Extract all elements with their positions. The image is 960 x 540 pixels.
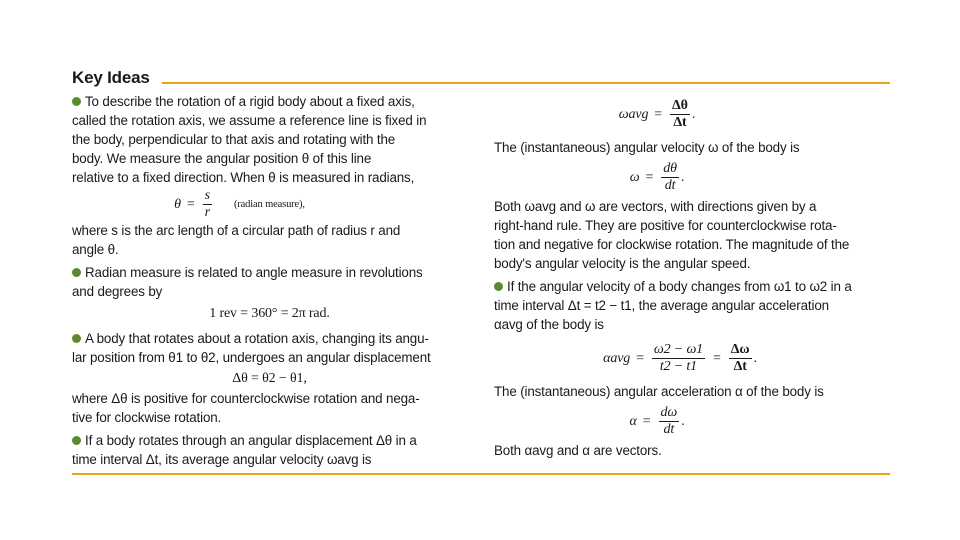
equation-radian-measure: θ = $\frac{s}{r}$ (radian measure), (174, 187, 305, 220)
key-ideas-header (72, 68, 890, 94)
idea-3-line-3: where Δθ is positive for counterclockwise rotation and nega- (72, 391, 420, 406)
idea-3-line-2: lar position from θ1 to θ2, undergoes an angular displacement (72, 350, 431, 365)
bullet-icon (72, 436, 81, 445)
vectors-line-4: body's angular velocity is the angular speed. (494, 256, 751, 271)
idea-4-line-1: If a body rotates through an angular displacement Δθ in a (72, 431, 467, 450)
bullet-icon (72, 268, 81, 277)
idea-1-line-4: body. We measure the angular position θ of this line (72, 151, 372, 166)
idea-5-line-2: time interval Δt = t2 − t1, the average angular acceleration (494, 298, 829, 313)
bullet-icon (494, 282, 503, 291)
equation-revolution: 1 rev = 360° = 2π rad. (209, 305, 330, 321)
vectors-line-1: Both ωavg and ω are vectors, with directions given by a (494, 199, 817, 214)
equation-angular-acceleration: α = $\frac{d\omega}{dt}$ . (629, 404, 685, 437)
idea-1-line-6: where s is the arc length of a circular path of radius r and (72, 223, 401, 238)
left-column (72, 92, 467, 469)
vectors-line-2: right-hand rule. They are positive for counterclockwise rota- (494, 218, 837, 233)
idea-5-line-3: αavg of the body is (494, 317, 604, 332)
idea-5-line-1: If the angular velocity of a body changes from ω1 to ω2 in a (494, 277, 890, 296)
idea-4-line-2: time interval Δt, its average angular velocity ωavg is (72, 452, 372, 467)
idea-3-line-1: A body that rotates about a rotation axis, changing its angu- (72, 329, 467, 348)
idea-2-line-2: and degrees by (72, 284, 163, 299)
instantaneous-velocity-text: The (instantaneous) angular velocity ω of the body is (494, 140, 800, 155)
equation-displacement: Δθ = θ2 − θ1, (232, 370, 307, 386)
equation-avg-angular-acceleration: αavg = $\frac{\omega 2 - \omega 1}{t2 - t1}$ = $\frac{\Delta\omega}{\Delta t}$ . (603, 341, 757, 374)
equation-angular-velocity: ω = $\frac{d\theta}{dt}$ . (629, 160, 685, 193)
footer-rule (72, 473, 890, 475)
idea-1-line-7: angle θ. (72, 242, 119, 257)
idea-1-line-5: relative to a fixed direction. When θ is measured in radians, (72, 170, 415, 185)
idea-3-line-4: tive for clockwise rotation. (72, 410, 222, 425)
header-rule (162, 82, 890, 84)
right-column (494, 92, 890, 460)
bullet-icon (72, 97, 81, 106)
equation-avg-angular-velocity: ωavg = $\frac{\Delta\theta}{\Delta t}$ . (618, 97, 696, 130)
idea-1-line-1: To describe the rotation of a rigid body about a fixed axis, (72, 92, 467, 111)
bullet-icon (72, 334, 81, 343)
instantaneous-acceleration-text: The (instantaneous) angular acceleration α of the body is (494, 384, 824, 399)
idea-2-line-1: Radian measure is related to angle measure in revolutions (72, 263, 467, 282)
idea-1-line-2: called the rotation axis, we assume a reference line is fixed in (72, 113, 427, 128)
vectors-line-3: tion and negative for clockwise rotation. The magnitude of the (494, 237, 850, 252)
page-title: Key Ideas (72, 68, 150, 87)
acceleration-vectors-text: Both αavg and α are vectors. (494, 443, 662, 458)
idea-1-line-3: the body, perpendicular to that axis and rotating with the (72, 132, 396, 147)
